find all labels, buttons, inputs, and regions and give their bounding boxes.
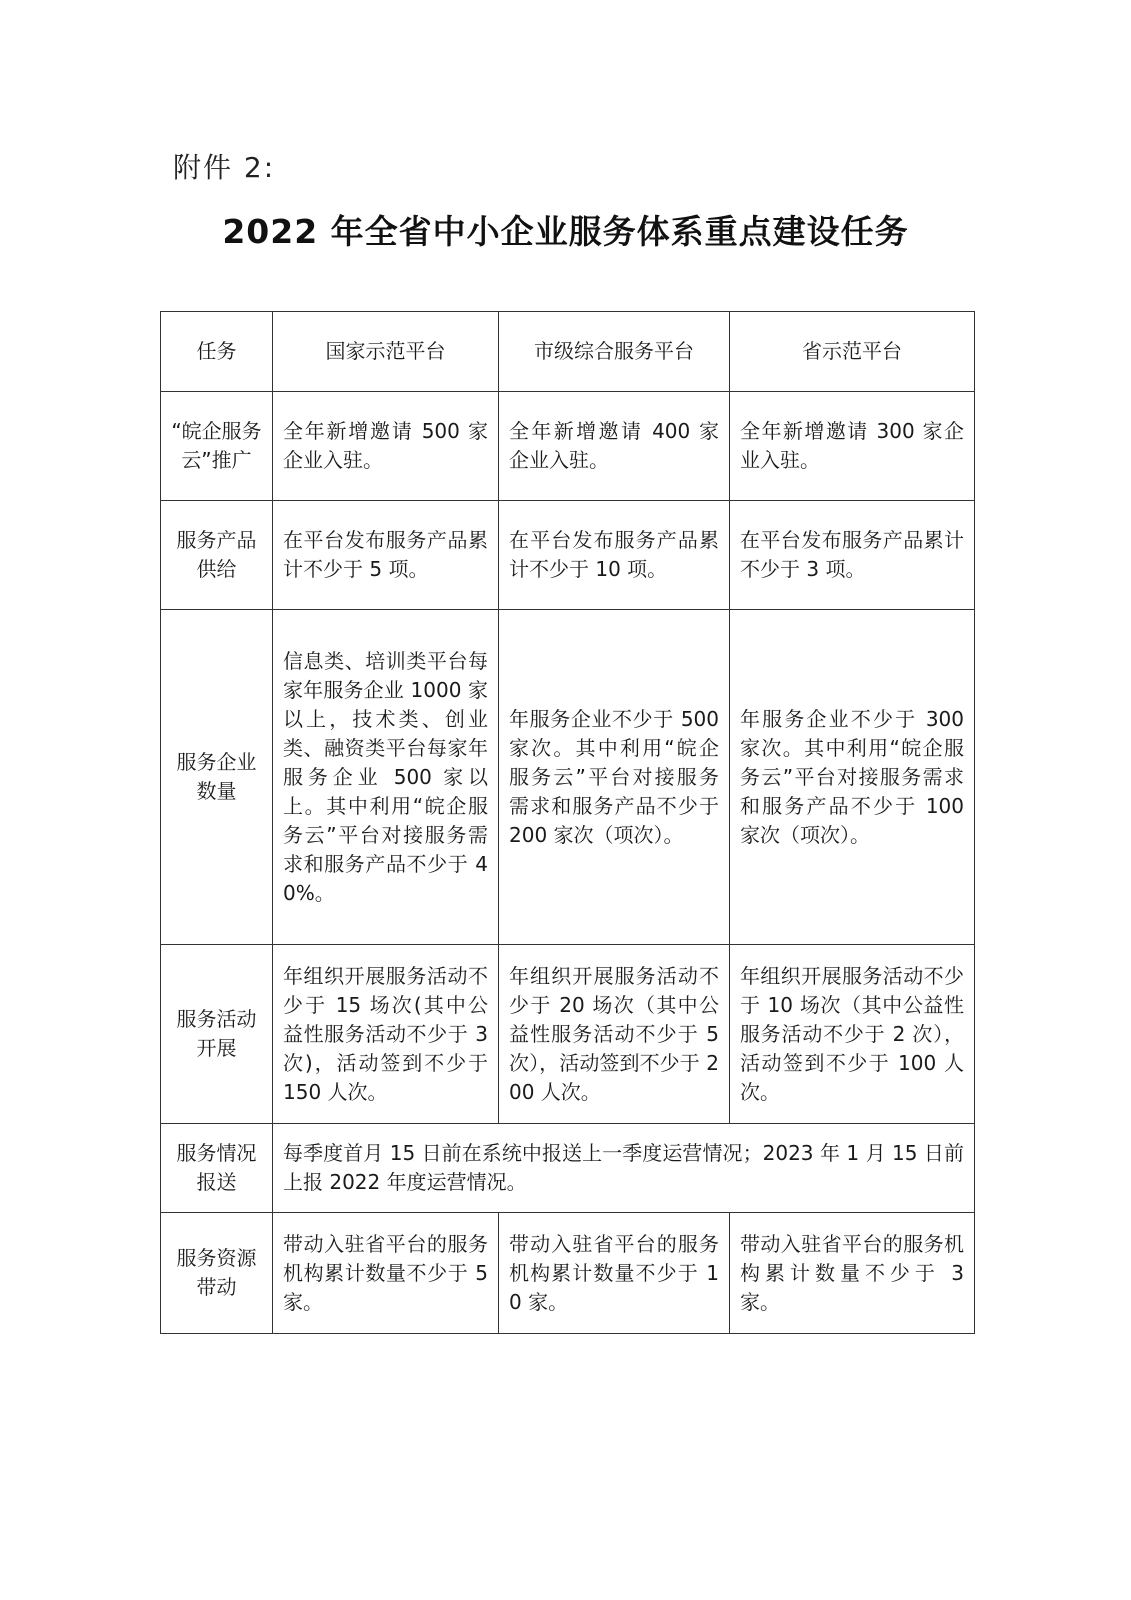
province-cell: 带动入驻省平台的服务机构累计数量不少于 3 家。 xyxy=(730,1213,975,1334)
table-row xyxy=(161,1213,975,1334)
header-city-platform: 市级综合服务平台 xyxy=(499,312,730,392)
city-cell: 年服务企业不少于 500 家次。其中利用“皖企服务云”平台对接服务需求和服务产品不少于 200 家次（项次）。 xyxy=(499,610,730,945)
header-task: 任务 xyxy=(161,312,273,392)
city-cell: 在平台发布服务产品累计不少于 10 项。 xyxy=(499,501,730,610)
province-cell: 年组织开展服务活动不少于 10 场次（其中公益性服务活动不少于 2 次），活动签到不少于 100 人次。 xyxy=(730,945,975,1124)
city-cell: 带动入驻省平台的服务机构累计数量不少于 10 家。 xyxy=(499,1213,730,1334)
national-cell: 在平台发布服务产品累计不少于 5 项。 xyxy=(273,501,499,610)
page-title: 2022 年全省中小企业服务体系重点建设任务 xyxy=(222,212,909,251)
province-cell: 全年新增邀请 300 家企业入驻。 xyxy=(730,392,975,501)
national-cell: 年组织开展服务活动不少于 15 场次(其中公益性服务活动不少于 3 次)，活动签到不少于 150 人次。 xyxy=(273,945,499,1124)
task-name: 服务企业数量 xyxy=(161,610,273,945)
province-cell: 在平台发布服务产品累计不少于 3 项。 xyxy=(730,501,975,610)
task-name: 服务产品供给 xyxy=(161,501,273,610)
task-name: 服务情况报送 xyxy=(161,1124,273,1213)
table-row xyxy=(161,501,975,610)
city-cell: 全年新增邀请 400 家企业入驻。 xyxy=(499,392,730,501)
header-province-platform: 省示范平台 xyxy=(730,312,975,392)
province-cell: 年服务企业不少于 300 家次。其中利用“皖企服务云”平台对接服务需求和服务产品不少于 100 家次（项次）。 xyxy=(730,610,975,945)
table-row xyxy=(161,392,975,501)
city-cell: 年组织开展服务活动不少于 20 场次（其中公益性服务活动不少于 5 次），活动签到不少于 200 人次。 xyxy=(499,945,730,1124)
national-cell: 全年新增邀请 500 家企业入驻。 xyxy=(273,392,499,501)
merged-cell: 每季度首月 15 日前在系统中报送上一季度运营情况；2023 年 1 月 15 日前上报 2022 年度运营情况。 xyxy=(273,1124,975,1213)
table-header-row xyxy=(161,312,975,392)
table-row xyxy=(161,610,975,945)
task-name: 服务活动开展 xyxy=(161,945,273,1124)
attachment-label: 附件 2: xyxy=(173,151,276,184)
national-cell: 带动入驻省平台的服务机构累计数量不少于 5 家。 xyxy=(273,1213,499,1334)
table-row xyxy=(161,1124,975,1213)
table-row xyxy=(161,945,975,1124)
national-cell: 信息类、培训类平台每家年服务企业 1000 家以上，技术类、创业类、融资类平台每家年服务企业 500 家以上。其中利用“皖企服务云”平台对接服务需求和服务产品不少于 40%。 xyxy=(273,610,499,945)
tasks-table xyxy=(160,311,975,1334)
task-name: 服务资源带动 xyxy=(161,1213,273,1334)
header-national-platform: 国家示范平台 xyxy=(273,312,499,392)
task-name: “皖企服务云”推广 xyxy=(161,392,273,501)
